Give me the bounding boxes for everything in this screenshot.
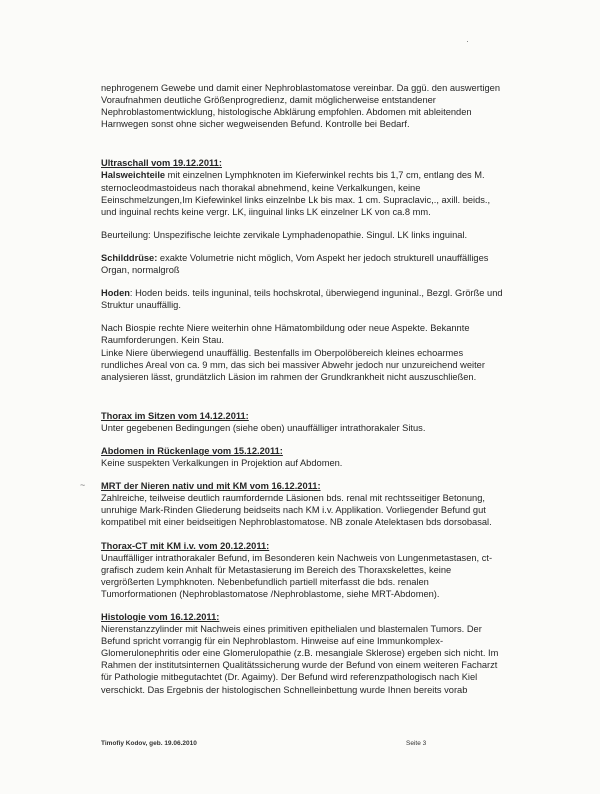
thorax-ct-line: grafisch zudem kein Anhalt für Metastasierung im Bereich des Thoraxskelettes, keine	[101, 564, 452, 575]
neck-label: Halsweichteile	[101, 170, 166, 181]
histology-line: verschickt. Das Ergebnis der histologischen Schnelleinbettung wurde Ihnen bereits vorab	[101, 684, 468, 695]
thyroid-line: Organ, normalgroß	[101, 265, 180, 276]
histology-line: Glomerulonephritis oder eine Glomerulopathie (z.B. mesangiale Sklerose) ergeben sich nicht. Im	[101, 648, 499, 659]
intro-line: nephrogenem Gewebe und damit einer Nephroblastomatose vereinbar. Da ggü. den auswertigen	[101, 83, 500, 93]
mrt-kidneys-line: unruhige Mark-Rinden Gliederung beidseits nach KM i.v. Applikation. Vorliegender Befund gut	[101, 505, 486, 516]
histology-line: Rahmen der institutsinternen Qualitätssicherung wurde der Befund von einem weiteren Facharzt	[101, 660, 498, 671]
mrt-kidneys-heading: MRT der Nieren nativ und mit KM vom 16.12.2011:	[101, 481, 321, 492]
ultrasound-section	[101, 157, 531, 382]
histology-line: für Pathologie mitbegutachtet (Dr. Agaimy). Der Befund wird referenzpathologisch nach Kiel	[101, 672, 478, 683]
histology-heading: Histologie vom 16.12.2011:	[101, 612, 220, 622]
thorax-sitting-line: Unter gegebenen Bedingungen (siehe oben) unauffälliger intrathorakaler Situs.	[101, 422, 426, 433]
histology-section	[101, 611, 531, 696]
thorax-ct-section	[101, 540, 531, 600]
ultrasound-heading: Ultraschall vom 19.12.2011:	[101, 158, 222, 169]
testes-text: : Hoden beids. teils inguninal, teils hochskrotal, überwiegend inguninal., Bezgl. Grörße und	[129, 288, 503, 299]
kidney-line: analysieren lässt, grundätzlich Läsion im rahmen der Grundkrankheit nicht auszuschließen.	[101, 371, 477, 382]
abdomen-supine-line: Keine suspekten Verkalkungen in Projektion auf Abdomen.	[101, 458, 343, 469]
abdomen-supine-heading: Abdomen in Rückenlage vom 15.12.2011:	[101, 445, 283, 456]
mrt-kidneys-section	[101, 480, 531, 528]
neck-text: mit einzelnen Lymphknoten im Kieferwinkel rechts bis 1,7 cm, entlang des M.	[165, 170, 485, 181]
mrt-kidneys-line: kompatibel mit einer beidseitigen Nephroblastomatose. NB zonale Atelektasen bds dorsobasal.	[101, 517, 492, 528]
neck-line: sternocleodmastoideus nach thorakal abnehmend, keine Verkalkungen, keine	[101, 182, 421, 193]
thyroid-label: Schilddrüse:	[101, 252, 158, 263]
thorax-sitting-heading: Thorax im Sitzen vom 14.12.2011:	[101, 410, 249, 421]
histology-line: Nierenstanzzylinder mit Nachweis eines primitiven epithelialen und blastemalen Tumors. Der	[101, 624, 482, 635]
thorax-sitting-section	[101, 410, 531, 434]
intro-line: Voraufnahmen deutliche Größenprogredienz, damit möglicherweise entstandener	[101, 95, 436, 106]
kidney-line: rundliches Areal von ca. 9 mm, das sich bei massiver Abwehr jedoch nur unzureichend weiter	[101, 359, 485, 370]
histology-line: Befund spricht vorrangig für ein Nephroblastom. Hinweise auf eine Immunkomplex-	[101, 636, 444, 647]
footer-page-number: Seite 3	[406, 740, 427, 747]
thyroid-text: exakte Volumetrie nicht möglich, Vom Aspekt her jedoch strukturell unauffälliges	[157, 252, 489, 263]
thorax-ct-heading: Thorax-CT mit KM i.v. vom 20.12.2011:	[101, 540, 270, 551]
scan-mark: ·	[466, 36, 469, 46]
thorax-ct-line: vergrößerten Lymphknoten. Nebenbefundlich partiell miterfasst die bds. renalen	[101, 576, 429, 587]
neck-line: Eeinschmelzungen,Im Kiefewinkel links einzelnbe Lk bis max. 1 cm. Supraclavic,., axill. beids.,	[101, 194, 491, 205]
kidney-line: Raumforderungen. Kein Stau.	[101, 335, 225, 346]
margin-mark: ~	[80, 480, 86, 490]
testes-line	[101, 287, 531, 299]
neck-line: und inguinal rechts keine vergr. LK, iinguinal links LK einzelner LK von ca.8 mm.	[101, 206, 431, 217]
thorax-ct-line: Tumorformationen (Nephroblastomatose /Nephroblastome, siehe MRT-Abdomen).	[101, 588, 440, 599]
testes-label: Hoden	[101, 288, 130, 299]
testes-line: Struktur unauffällig.	[101, 300, 181, 311]
thyroid-line	[101, 252, 531, 264]
intro-paragraph	[101, 82, 531, 130]
thorax-ct-line: Unauffälliger intrathorakaler Befund, im Besonderen kein Nachweis von Lungenmetastasen, ct-	[101, 552, 493, 563]
intro-line: Harnwegen sonst ohne sicher wegweisenden Befund. Kontrolle bei Bedarf.	[101, 119, 410, 130]
kidney-line: Linke Niere überwiegend unauffällig. Bestenfalls im Oberpolöbereich kleines echoarmes	[101, 347, 464, 358]
abdomen-supine-section	[101, 445, 531, 469]
intro-line: Nephroblastomentwicklung, histologische Abklärung empfohlen. Abdomen mit ableitenden	[101, 107, 472, 118]
neck-line	[101, 169, 531, 181]
mrt-kidneys-line: Zahlreiche, teilweise deutlich raumfordernde Läsionen bds. renal mit rechtsseitiger Betonung,	[101, 493, 485, 504]
assessment-line: Beurteilung: Unspezifische leichte zervikale Lymphadenopathie. Singul. LK links inguinal.	[101, 229, 468, 240]
kidney-line: Nach Biospie rechte Niere weiterhin ohne Hämatombildung oder neue Aspekte. Bekannte	[101, 323, 470, 334]
footer-patient: Timofiy Kodov, geb. 19.06.2010	[101, 740, 197, 747]
document-body	[101, 82, 531, 696]
